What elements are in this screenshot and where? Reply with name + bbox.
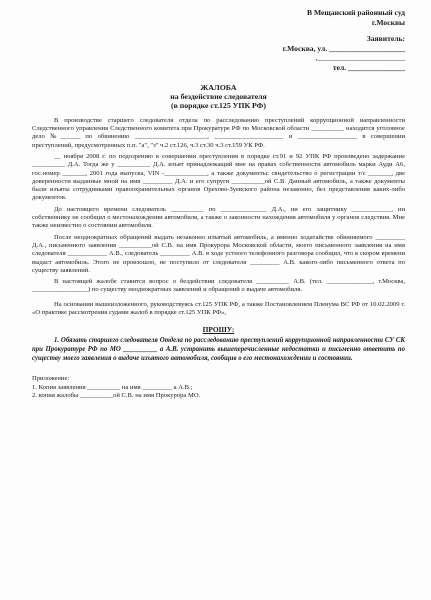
attachment-item: 1. Копия заявления __________ на имя _________ а А.В.; bbox=[32, 383, 193, 391]
applicant-phone: тел. _______________ bbox=[332, 62, 405, 72]
paragraph-complaint-subject: В настоящей жалобе ставится вопрос о бездействии следователя __________ А.В. (тел. ______________, г.Москва, _________________) по существу неоднократных заявлений и обращений о выдаче автомобиля. bbox=[32, 278, 405, 294]
paragraph-no-information: До настоящего времени следователь __________ по ______________ Д.А., ни его защитнику ____________, ни собственнику не сообщил о местонахождении автомобиля, а также о законности нахождения автомобиля у органов следствия. Мне также неизвестно о состоянии автомобиля. bbox=[32, 205, 405, 230]
attachment-item: 2. копия жалобы __________ой С.В. на имя Прокурора МО. bbox=[32, 392, 201, 400]
title-line-3: (в порядке ст.125 УПК РФ) bbox=[171, 101, 266, 111]
applicant-label: Заявитель: bbox=[366, 34, 405, 44]
attachments-label: Приложение: bbox=[32, 375, 70, 383]
request-item: 1. Обязать старшего следователя Отдела по расследованию преступлений коррупционной направленности СУ СК при Прокуратуре РФ по МО __________ а А.В. устранить вышеперечисленные недостатки и письменно ответить по существу моего заявления о выдаче изъятого автомобиля, сообщив о его местонахождении и состоянии. bbox=[32, 337, 405, 362]
title-line-2: на бездействие следователя bbox=[170, 91, 267, 101]
paragraph-detention: __ ноября 2008 г. по подозрению в совершении преступления в порядке ст.91 и 92 УПК РФ произведено задержание __________ Д.А. Тогда же у __________ Д.А. изъят принадлежащий мне на правах собственности автомобиль марки Ауди А6, гос.номер _______, 2001 года выпуска, VIN -_____________, а также документы: свидетельство о регистрации т/с _______, две доверенности выданные мной на имя _________ Д.А. и его супруги __________ой С.В. Данный автомобиль, а также документы были изъяты сотрудниками правоохранительных органов Орехово-Зуевского района незаконно, без представления каких-либо документов. bbox=[32, 152, 405, 202]
request-heading: ПРОШУ: bbox=[202, 325, 235, 335]
document-title bbox=[32, 83, 405, 111]
court-city: г.Москвы bbox=[371, 17, 405, 27]
paragraph-case-info: В производстве старшего следователя отдела по расследованию преступлений коррупционной направленности Следственного управления Следственного комитета при Прокуратуре РФ по Московской области __________ находится уголовное дело №______ по обвинению ______________________, _____________________ и __________________ в совершении преступлений, предусмотренных п.п. "а", "з" ч.2 ст.126, ч.3 ст.30 ч.3 ст.159 УК РФ. bbox=[32, 116, 405, 149]
title-line-1: ЖАЛОБА bbox=[200, 82, 237, 92]
document-header bbox=[32, 8, 405, 73]
applicant-address: г.Москва, ул. ____________________ bbox=[282, 43, 405, 53]
applicant-address-continued: ,_______________________ bbox=[315, 53, 405, 63]
attachments bbox=[32, 375, 405, 401]
paragraph-requests: После неоднократных обращений выдать незаконно изъятый автомобиль, а именно ходатайстве обвиняемого _________ Д.А., письменного заявления __________ой С.В. на имя Прокурора Московской области, моего письменного заявления на имя следователя ____________ А.В., следователь _________ А.В. в ходе устного телефонного разговора сообщил, что в скором времени выдаст автомобиль. Этого не произошло, не поступило от следователя _________ А.В. какого-либо письменного ответа по существу заявлений. bbox=[32, 233, 405, 274]
court-name: В Мещанский районный суд bbox=[307, 8, 405, 17]
paragraph-legal-basis: На основании вышеизложенного, руководствуясь ст.125 УПК РФ, а также Постановлением Пленума ВС РФ от 10.02.2009 г. «О практике рассмотрения судами жалоб в порядке ст.125 УПК РФ», bbox=[32, 300, 405, 317]
